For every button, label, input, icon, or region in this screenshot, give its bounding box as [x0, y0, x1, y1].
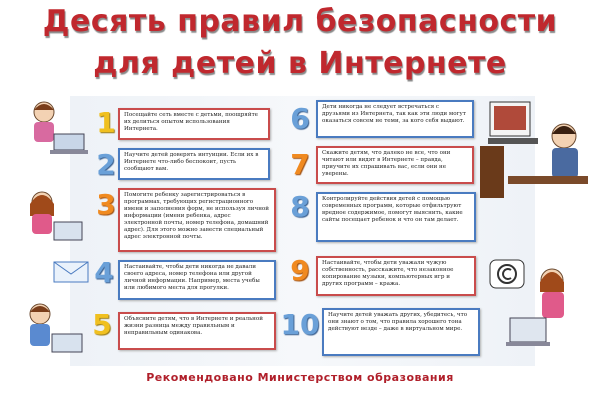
- rule-text-3: Помогите ребенку зарегистрироваться в программах, требующих регистрационного имени и заполнения форм, не используя личной информации (имени ребенка, адрес электронной почты, номер телефона, домашний адрес). Для этого можно завести специальный адрес электронной почты.: [124, 192, 270, 240]
- child-at-computer-icon: [478, 98, 596, 208]
- rule-card-5: [118, 312, 276, 350]
- rule-card-8: [316, 192, 476, 242]
- rule-text-10: Научите детей уважать других, убедитесь, что они знают о том, что правила хорошего тона действуют везде – даже в виртуальном мире.: [328, 312, 468, 332]
- child-with-laptop-icon-bottom: [14, 300, 94, 364]
- rule-card-3: [118, 188, 276, 252]
- rule-number-10: 10: [280, 308, 320, 341]
- rule-text-9: Настаивайте, чтобы дети уважали чужую собственность, расскажите, что незаконное копирование музыки, компьютерных игр и других программ – кража.: [322, 260, 454, 287]
- rule-text-5: Объясните детям, что в Интернете и реальной жизни разница между правильным и неправильным одинакова.: [124, 316, 263, 336]
- rule-text-7: Скажите детям, что далеко не все, что они читают или видят в Интернете – правда, приучите их спрашивать вас, если они не уверены.: [322, 150, 451, 177]
- rule-number-3: 3: [96, 188, 116, 221]
- rule-text-6: Дети никогда не следует встречаться с друзьями из Интернета, так как эти люди могут оказаться совсем не теми, за кого себя выдают.: [322, 104, 466, 124]
- rule-card-6: [316, 100, 474, 138]
- footer-recommendation: Рекомендовано Министерством образования: [146, 371, 454, 384]
- rule-number-6: 6: [290, 102, 310, 135]
- rule-text-4: Настаивайте, чтобы дети никогда не давали своего адреса, номер телефона или другой личной информации. Например, места учебы или любимого места для прогулки.: [124, 264, 260, 291]
- girl-with-computer-icon: [500, 258, 596, 366]
- rule-number-2: 2: [96, 148, 116, 181]
- rule-text-1: Посещайте сеть вместе с детьми, поощряйте их делиться опытом использования Интернета.: [124, 112, 258, 132]
- rule-number-7: 7: [290, 148, 310, 181]
- rule-card-10: [322, 308, 480, 356]
- rule-card-2: [118, 148, 270, 180]
- rule-text-8: Контролируйте действия детей с помощью современных программ, которые отфильтруют вредное содержимое, помогут выяснить, какие сайты посещает ребенок и что он там делает.: [322, 196, 463, 223]
- rule-card-1: [118, 108, 270, 140]
- rule-number-1: 1: [96, 106, 116, 139]
- page-title-line-1: Десять правил безопасности: [42, 4, 558, 39]
- rule-number-8: 8: [290, 190, 310, 223]
- child-at-laptop-icon: [14, 96, 94, 162]
- rule-text-2: Научите детей доверять интуиции. Если их в Интернете что-либо беспокоит, пусть сообщают вам.: [124, 152, 259, 172]
- rule-number-5: 5: [92, 308, 112, 341]
- girl-with-laptop-icon: [14, 186, 94, 252]
- rule-card-9: [316, 256, 476, 296]
- rule-number-4: 4: [94, 256, 114, 289]
- rule-card-7: [316, 146, 474, 184]
- envelope-icon: [50, 256, 96, 286]
- page-title-line-2: для детей в Интернете: [93, 46, 507, 81]
- rule-number-9: 9: [290, 254, 310, 287]
- rule-card-4: [118, 260, 276, 300]
